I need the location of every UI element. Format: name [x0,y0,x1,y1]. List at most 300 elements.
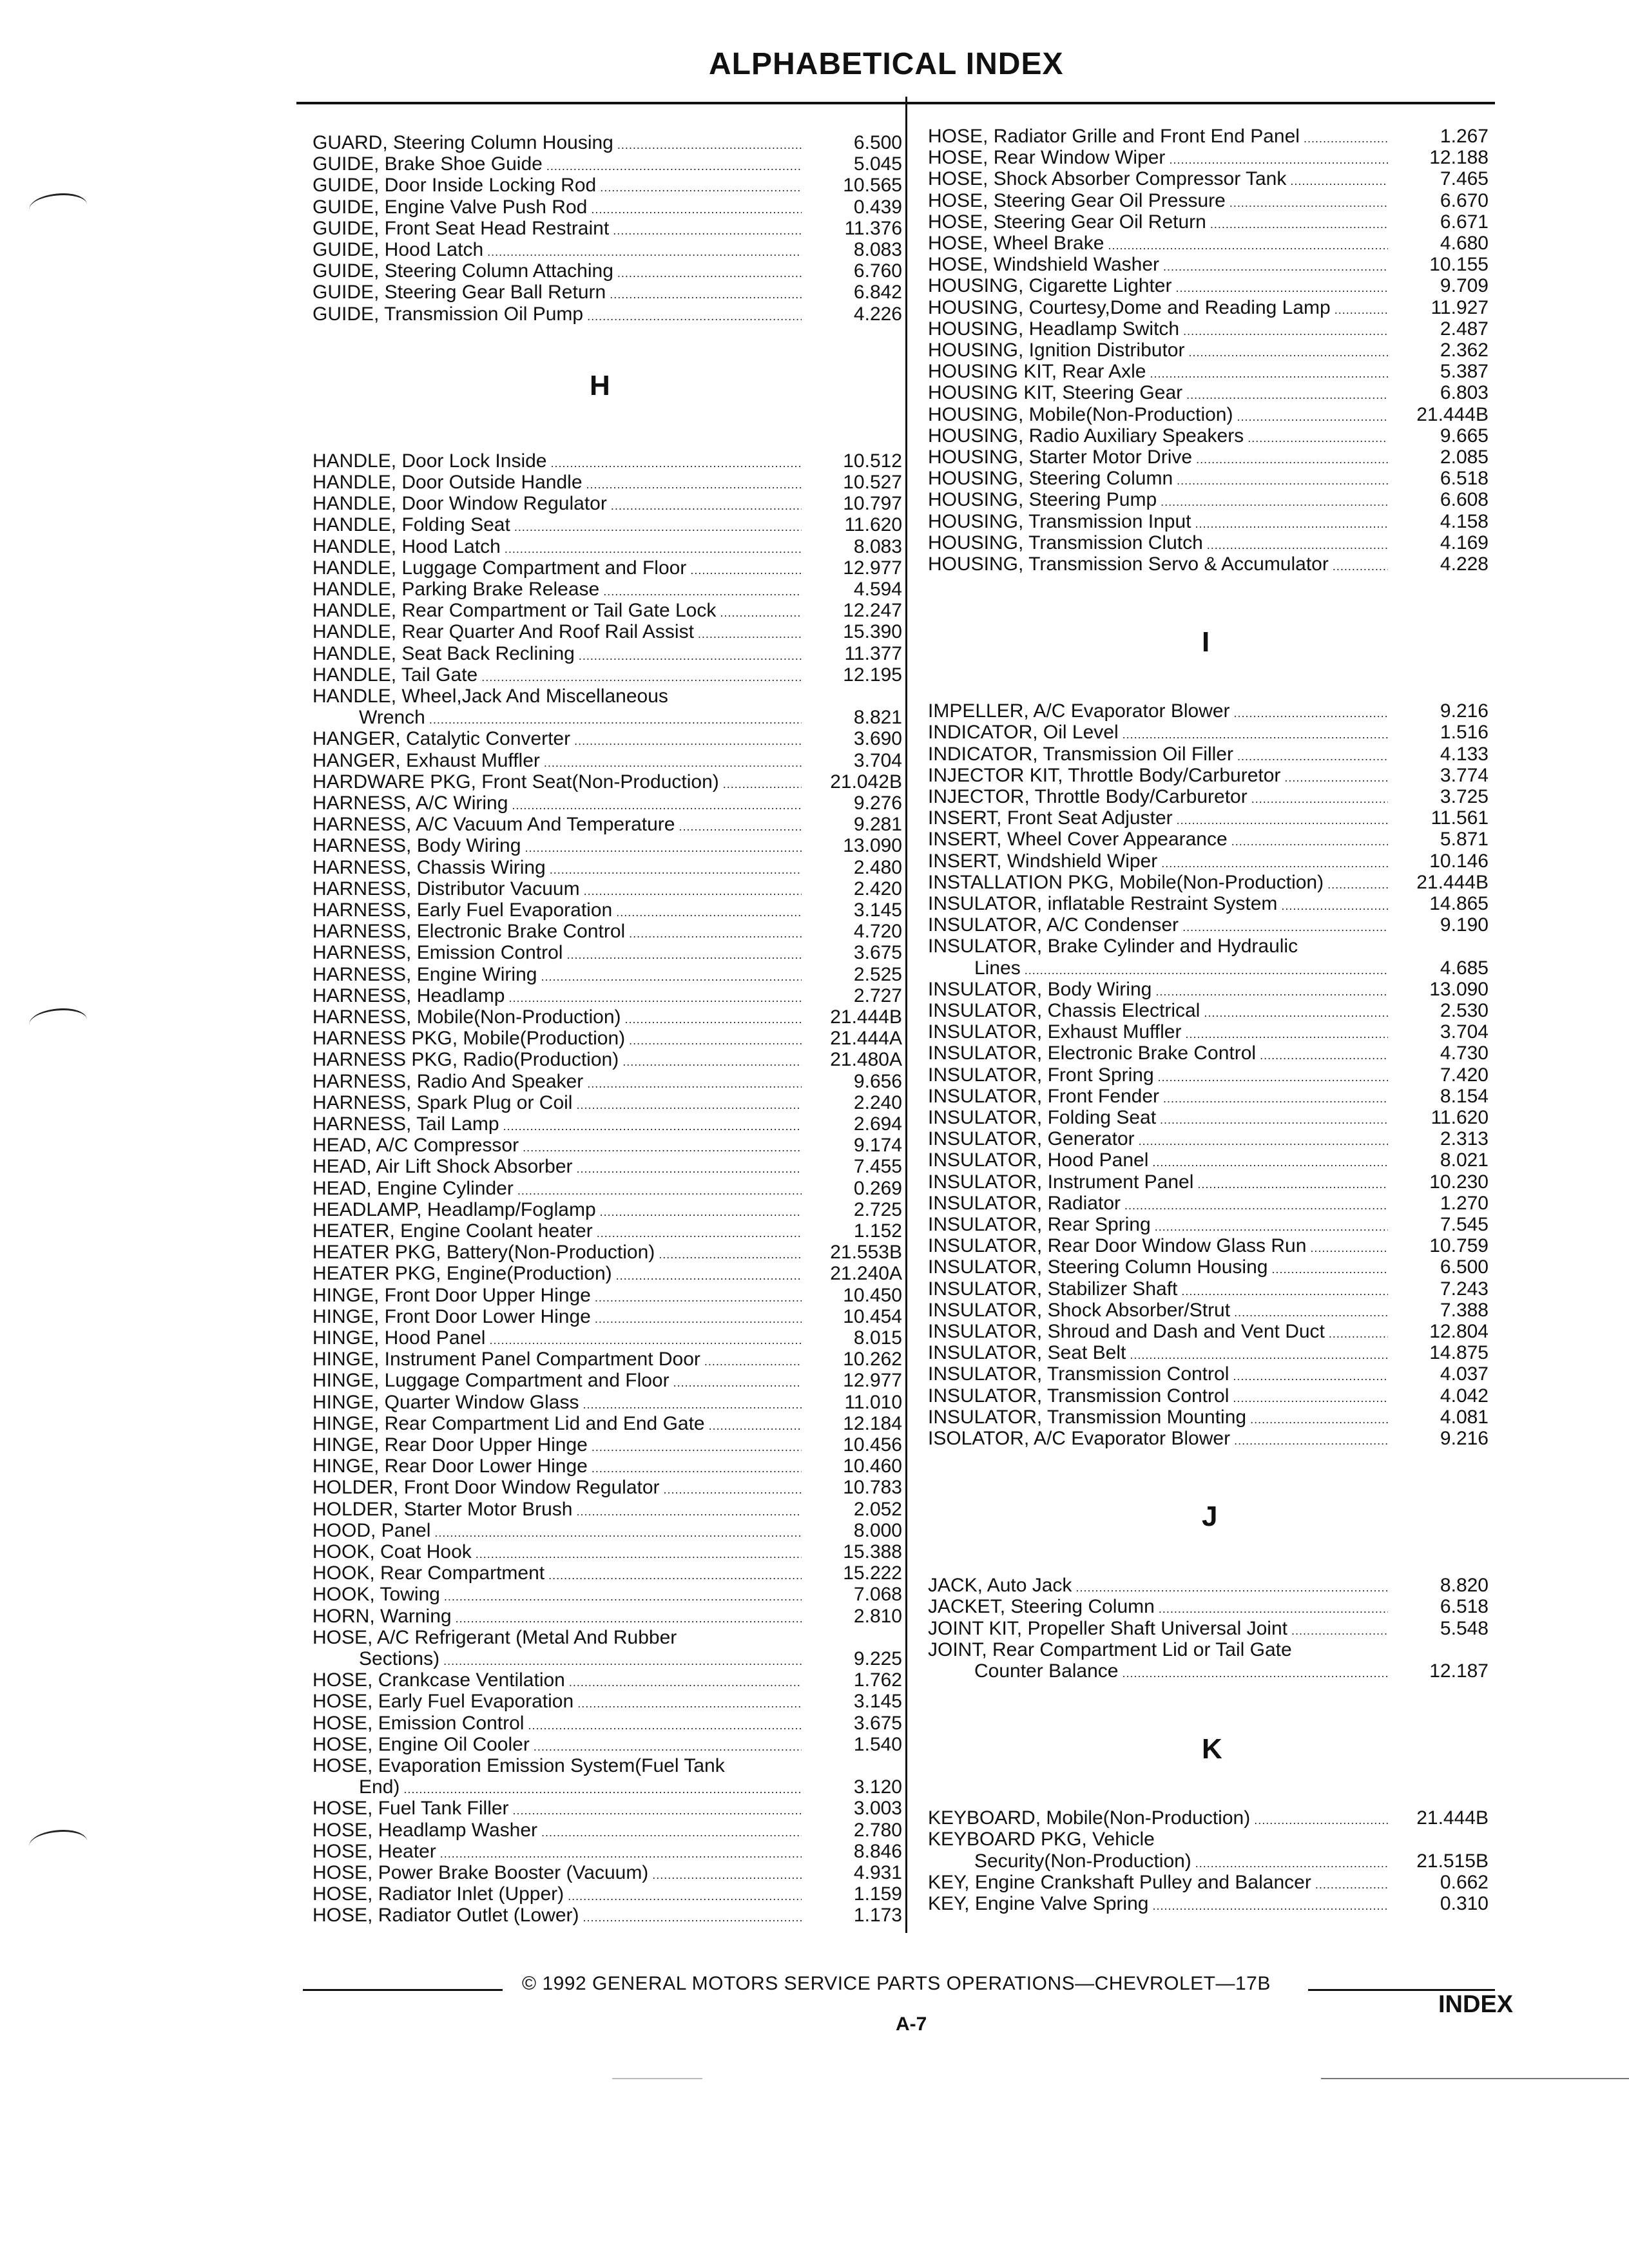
dot-leader [723,773,802,795]
index-entry [928,1639,1489,1661]
entry-reference-number: 7.420 [1440,1064,1489,1086]
entry-name: INSULATOR, Folding Seat [928,1107,1157,1128]
entry-reference-number: 3.120 [853,1776,902,1798]
entry-name: HOOK, Rear Compartment [313,1562,545,1584]
index-entry [313,1156,902,1180]
dot-leader [1185,1023,1388,1045]
page-number: A-7 [896,2013,927,2035]
entry-name: HOLDER, Front Door Window Regulator [313,1477,660,1499]
dot-leader [503,1115,802,1137]
index-entry [313,282,902,305]
dot-leader [1231,831,1388,852]
entry-reference-number: 9.656 [853,1070,902,1092]
entry-name: HINGE, Rear Door Upper Hinge [313,1434,588,1456]
dot-leader [577,1158,802,1180]
index-entry [928,1575,1489,1599]
entry-name: IMPELLER, A/C Evaporator Blower [928,700,1230,722]
entry-name: HOSE, Steering Gear Oil Pressure [928,189,1226,211]
entry-name: HARNESS, Chassis Wiring [313,856,546,878]
index-entry [928,1428,1489,1452]
index-entry [928,1193,1489,1216]
entry-reference-number: 21.444B [1416,403,1489,425]
section-letter-h: H [590,369,610,401]
entry-reference-number: 13.090 [1429,978,1489,1000]
entry-reference-number: 4.169 [1440,532,1489,553]
dot-leader [440,1843,802,1865]
index-entry [313,1028,902,1052]
entry-reference-number: 6.500 [1440,1256,1489,1278]
dot-leader [1248,427,1388,449]
entry-reference-number: 7.545 [1440,1214,1489,1235]
dot-leader [1329,1323,1388,1345]
section-letter-k: K [1202,1733,1222,1765]
entry-reference-number: 3.704 [853,749,902,771]
dot-leader [534,1736,802,1758]
entry-name: INSULATOR, Generator [928,1128,1135,1150]
entry-reference-number: 2.530 [1440,1000,1489,1021]
entry-name: INSULATOR, A/C Condenser [928,914,1179,936]
entry-reference-number: 12.188 [1429,147,1489,169]
dot-leader [1233,1387,1388,1409]
dot-leader [1122,1662,1388,1684]
entry-reference-number: 8.154 [1440,1085,1489,1107]
index-entry [928,404,1489,428]
entry-name: HOUSING, Steering Column [928,468,1173,490]
index-entry [928,297,1489,321]
entry-name: HOSE, Radiator Outlet (Lower) [313,1905,579,1927]
index-entry [313,899,902,923]
entry-reference-number: 21.444B [830,1006,902,1028]
index-entry [928,936,1489,957]
entry-name: HARNESS, Radio And Speaker [313,1070,584,1092]
index-entry [313,1841,902,1865]
dot-leader [514,516,802,538]
dot-leader [1327,874,1388,896]
index-entry [313,536,902,560]
entry-reference-number: 9.216 [1440,700,1489,722]
index-entry [928,1363,1489,1387]
entry-reference-number: 2.240 [853,1091,902,1113]
entry-name: HOSE, Crankcase Ventilation [313,1669,565,1691]
entry-name: JACK, Auto Jack [928,1575,1072,1597]
index-entry [928,190,1489,214]
entry-name: INSTALLATION PKG, Mobile(Non-Production) [928,871,1324,893]
entry-name: INSULATOR, Transmission Control [928,1385,1229,1407]
index-entry [928,275,1489,299]
entry-name: INSULATOR, Rear Spring [928,1214,1151,1235]
dot-leader [1335,299,1388,321]
entry-name: JACKET, Steering Column [928,1596,1155,1618]
section-letter-i: I [1202,626,1210,658]
entry-name: GUIDE, Hood Latch [313,239,484,260]
entry-name: HARNESS, A/C Vacuum And Temperature [313,814,675,836]
dot-leader [1177,470,1388,492]
index-entry [313,1477,902,1501]
entry-reference-number: 10.783 [843,1477,902,1499]
entry-name: HARNESS, Early Fuel Evaporation [313,899,613,921]
entry-reference-number: 6.518 [1440,468,1489,490]
entry-name: HANDLE, Parking Brake Release [313,579,600,600]
dot-leader [505,538,802,560]
dot-leader [489,1329,802,1351]
entry-reference-number: 3.690 [853,728,902,750]
index-entry [313,239,902,263]
dot-leader [1124,1195,1388,1216]
dot-leader [1237,406,1388,428]
entry-name: HARNESS, Electronic Brake Control [313,921,626,943]
index-entry [313,1413,902,1437]
index-entry [928,1300,1489,1323]
dot-leader [577,1693,802,1715]
dot-leader [1197,1173,1388,1195]
entry-reference-number: 21.515B [1416,1850,1489,1872]
entry-name: HANDLE, Door Outside Handle [313,472,583,493]
entry-name: GUARD, Steering Column Housing [313,132,613,153]
entry-name: HINGE, Rear Door Lower Hinge [313,1456,588,1477]
dot-leader [613,220,802,242]
entry-name: HOSE, Shock Absorber Compressor Tank [928,168,1287,190]
entry-reference-number: 2.525 [853,963,902,985]
index-entry [313,1434,902,1458]
dot-leader [1234,702,1388,724]
entry-reference-number: 2.313 [1440,1128,1489,1150]
entry-name: HEATER, Engine Coolant heater [313,1220,593,1242]
index-entry [928,914,1489,938]
entry-reference-number: 1.516 [1440,722,1489,744]
index-entry [313,707,902,731]
entry-reference-number: 1.762 [853,1669,902,1691]
dot-leader [1271,1258,1388,1280]
index-entry [313,1713,902,1736]
dot-leader [622,1051,802,1073]
entry-name: INSULATOR, Front Spring [928,1064,1154,1086]
entry-reference-number: 7.388 [1440,1299,1489,1321]
entry-reference-number: 6.842 [853,282,902,303]
entry-name: GUIDE, Front Seat Head Restraint [313,217,610,239]
dot-leader [1233,1365,1388,1387]
entry-reference-number: 6.760 [853,260,902,282]
entry-reference-number: 2.810 [853,1605,902,1627]
dot-leader [698,623,802,645]
entry-reference-number: 1.159 [853,1883,902,1905]
dot-leader [587,1073,802,1095]
index-entry [313,1242,902,1265]
entry-reference-number: 1.540 [853,1733,902,1755]
margin-mark [29,1008,87,1036]
entry-name: GUIDE, Brake Shoe Guide [313,153,543,175]
entry-name: INJECTOR, Throttle Body/Carburetor [928,786,1248,807]
entry-reference-number: 4.680 [1440,233,1489,254]
entry-name: HANDLE, Door Lock Inside [313,450,547,472]
dot-leader [551,452,802,474]
entry-reference-number: 15.390 [843,621,902,643]
dot-leader [587,305,802,327]
entry-reference-number: 8.083 [853,239,902,260]
dot-leader [508,987,802,1009]
dot-leader [1234,1302,1388,1323]
entry-reference-number: 3.675 [853,1712,902,1734]
entry-name: HARNESS, Spark Plug or Coil [313,1091,573,1113]
dot-leader [1155,981,1388,1003]
index-entry [928,1618,1489,1642]
margin-mark [29,1830,87,1858]
dot-leader [586,474,802,495]
entry-reference-number: 3.725 [1440,786,1489,807]
index-entry [313,664,902,688]
entry-reference-number: 21.444A [830,1028,902,1050]
index-entry [313,1562,902,1586]
entry-name: HINGE, Front Door Lower Hinge [313,1305,591,1327]
entry-name: HARNESS, Headlamp [313,985,505,1006]
dot-leader [629,923,802,945]
entry-name: HARNESS PKG, Mobile(Production) [313,1028,626,1050]
entry-reference-number: 1.173 [853,1905,902,1927]
dot-leader [592,1436,802,1458]
index-entry [928,979,1489,1003]
index-entry [928,447,1489,470]
dot-leader [583,1394,802,1416]
entry-name: INSULATOR, Shroud and Dash and Vent Duct [928,1321,1325,1342]
entry-reference-number: 6.671 [1440,211,1489,233]
index-entry [928,786,1489,810]
entry-name: INSULATOR, Radiator [928,1192,1121,1214]
dot-leader [1196,448,1388,470]
entry-reference-number: 2.052 [853,1498,902,1520]
index-entry [928,1064,1489,1088]
index-entry [928,1407,1489,1430]
entry-reference-number: 11.377 [844,642,902,664]
dot-leader [443,1650,802,1672]
dot-leader [616,1265,802,1287]
entry-name: HOSE, Steering Gear Oil Return [928,211,1206,233]
index-entry [928,211,1489,235]
index-entry [928,1872,1489,1896]
entry-name: INSULATOR, Electronic Brake Control [928,1043,1257,1064]
entry-reference-number: 3.774 [1440,764,1489,786]
index-entry [928,957,1489,981]
index-entry [313,1862,902,1886]
index-entry [313,1627,902,1649]
dot-leader [1290,170,1388,192]
entry-reference-number: 4.042 [1440,1385,1489,1407]
dot-leader [1333,555,1388,577]
entry-name: HINGE, Luggage Compartment and Floor [313,1370,670,1392]
entry-name: HANGER, Catalytic Converter [313,728,571,750]
dot-leader [720,602,802,624]
index-entry [313,942,902,966]
entry-reference-number: 10.456 [843,1434,902,1456]
entry-reference-number: 9.276 [853,793,902,814]
index-entry [928,1596,1489,1620]
entry-reference-number: 4.594 [853,579,902,600]
entry-reference-number: 10.460 [843,1456,902,1477]
entry-name: HOUSING, Steering Pump [928,489,1157,511]
entry-reference-number: 21.444B [1416,871,1489,893]
entry-reference-number: 3.675 [853,942,902,964]
dot-leader [709,1415,802,1437]
index-entry [313,1734,902,1758]
dot-leader [403,1778,802,1800]
entry-reference-number: 13.090 [843,835,902,857]
entry-reference-number: 2.725 [853,1198,902,1220]
index-entry [928,1214,1489,1238]
entry-name: HEAD, Engine Cylinder [313,1177,514,1199]
entry-name: HOSE, Early Fuel Evaporation [313,1691,574,1713]
entry-reference-number: 1.270 [1440,1192,1489,1214]
dot-leader [1163,256,1388,278]
entry-reference-number: 4.158 [1440,510,1489,532]
entry-name: GUIDE, Engine Valve Push Rod [313,196,588,218]
dot-leader [517,1180,802,1202]
entry-reference-number: 0.310 [1440,1893,1489,1914]
entry-name: HARDWARE PKG, Front Seat(Non-Production) [313,771,719,793]
entry-reference-number: 6.500 [853,132,902,153]
entry-name: ISOLATOR, A/C Evaporator Blower [928,1428,1231,1449]
entry-reference-number: 10.512 [843,450,902,472]
entry-reference-number: 21.480A [830,1049,902,1071]
entry-name: HARNESS, Tail Lamp [313,1113,499,1135]
entry-reference-number: 9.190 [1440,914,1489,936]
entry-reference-number: 3.003 [853,1798,902,1820]
dot-leader [1175,277,1388,299]
entry-name: HARNESS, Body Wiring [313,835,521,857]
index-entry [313,1648,902,1672]
dot-leader [1169,149,1388,171]
dot-leader [1234,1430,1388,1452]
entry-name: HOSE, Radiator Inlet (Upper) [313,1883,564,1905]
index-entry [313,1798,902,1821]
dot-leader [546,155,802,177]
dot-leader [1237,745,1388,767]
dot-leader [1177,809,1388,831]
dot-leader [583,1907,802,1928]
entry-name: HEATER PKG, Battery(Non-Production) [313,1242,655,1264]
index-entry [313,1883,902,1907]
entry-reference-number: 8.000 [853,1519,902,1541]
entry-reference-number: 10.262 [843,1349,902,1370]
dot-leader [617,134,802,156]
entry-name: HANDLE, Wheel,Jack And Miscellaneous [313,686,668,707]
index-entry [313,793,902,816]
entry-name: HOSE, Engine Oil Cooler [313,1733,530,1755]
entry-reference-number: 14.865 [1429,893,1489,914]
entry-name: HOUSING, Mobile(Non-Production) [928,403,1233,425]
entry-reference-number: 3.145 [853,1691,902,1713]
entry-reference-number: 10.527 [843,472,902,493]
entry-name: HANDLE, Folding Seat [313,514,510,536]
index-entry [928,1128,1489,1152]
entry-name: HANDLE, Door Window Regulator [313,493,607,515]
dot-leader [487,241,802,263]
entry-name: INSERT, Wheel Cover Appearance [928,829,1228,850]
entry-name: INSULATOR, Rear Door Window Glass Run [928,1235,1307,1257]
dot-leader [523,1137,802,1158]
entry-reference-number: 7.243 [1440,1278,1489,1300]
index-entry [928,254,1489,278]
entry-reference-number: 4.730 [1440,1043,1489,1064]
entry-reference-number: 12.247 [843,600,902,622]
entry-reference-number: 6.518 [1440,1596,1489,1618]
dot-leader [1152,1895,1388,1917]
entry-reference-number: 10.565 [843,175,902,197]
entry-reference-number: 0.662 [1440,1871,1489,1893]
entry-name: INSULATOR, Brake Cylinder and Hydraulic [928,936,1298,957]
index-entry [928,1107,1489,1131]
entry-reference-number: 4.081 [1440,1406,1489,1428]
entry-name: HOUSING KIT, Steering Gear [928,382,1183,404]
entry-name: INDICATOR, Transmission Oil Filler [928,743,1233,765]
index-entry [313,450,902,474]
index-entry [313,1456,902,1479]
index-entry [928,147,1489,171]
index-entry [928,1171,1489,1195]
entry-name: JOINT, Rear Compartment Lid or Tail Gate [928,1639,1292,1660]
index-entry [928,511,1489,535]
dot-leader [1025,959,1388,981]
entry-name: INSERT, Front Seat Adjuster [928,807,1173,829]
dot-leader [673,1372,802,1394]
entry-name: INSULATOR, Front Fender [928,1085,1160,1107]
dot-leader [541,1821,802,1843]
index-entry [313,1006,902,1030]
column-divider [905,97,907,1933]
entry-name: HANGER, Exhaust Muffler [313,749,540,771]
index-entry [928,168,1489,192]
index-entry [313,1755,902,1777]
dot-leader [434,1522,802,1544]
dot-leader [550,859,802,881]
entry-reference-number: 9.709 [1440,275,1489,297]
entry-name: HOOK, Towing [313,1584,440,1606]
index-entry [928,1850,1489,1874]
index-entry [313,1820,902,1843]
index-entry [928,1829,1489,1850]
index-entry [928,1342,1489,1366]
index-entry [313,579,902,602]
dot-leader [616,901,802,923]
entry-reference-number: 7.455 [853,1156,902,1178]
index-entry [928,765,1489,789]
dot-leader [1152,1151,1388,1173]
index-entry [928,893,1489,917]
entry-reference-number: 21.042B [830,771,902,793]
index-entry [313,1113,902,1137]
dot-leader [1229,192,1388,214]
entry-reference-number: 8.015 [853,1327,902,1349]
dot-leader [1108,235,1388,256]
dot-leader [1251,788,1388,810]
dot-leader [513,1800,802,1821]
dot-leader [1186,384,1388,406]
entry-reference-number: 8.846 [853,1840,902,1862]
entry-reference-number: 2.085 [1440,447,1489,468]
dot-leader [592,1457,802,1479]
entry-name: HARNESS, A/C Wiring [313,793,508,814]
dot-leader [1310,1237,1388,1259]
entry-reference-number: 11.010 [844,1391,902,1413]
entry-name: HOSE, Evaporation Emission System(Fuel Tank [313,1755,725,1776]
dot-leader [704,1350,802,1372]
entry-name: HOSE, Wheel Brake [928,233,1104,254]
index-entry [928,553,1489,577]
index-entry [928,1235,1489,1259]
entry-reference-number: 9.174 [853,1135,902,1157]
entry-name: INSULATOR, Transmission Control [928,1363,1229,1385]
entry-reference-number: 6.803 [1440,382,1489,404]
dot-leader [1291,1620,1388,1642]
dot-leader [1188,341,1388,363]
dot-leader [1075,1577,1388,1599]
